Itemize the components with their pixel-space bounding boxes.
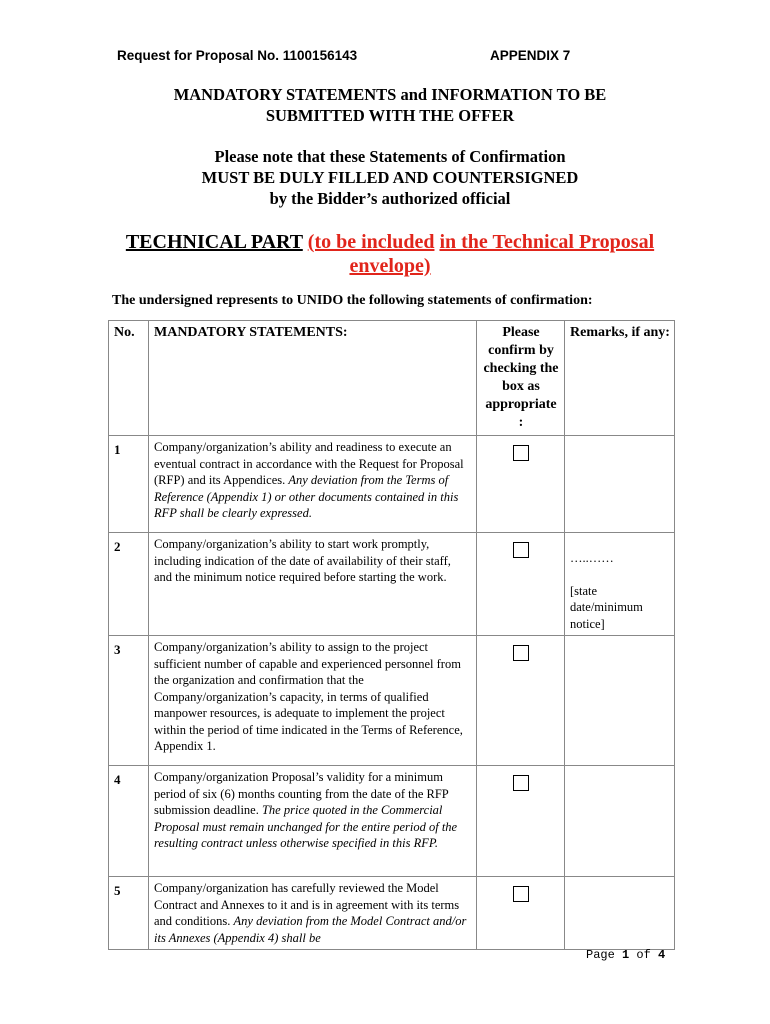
statement-italic: Any deviation from the Model Contract and/or its Annexes (Appendix 4) shall be: [154, 914, 467, 945]
remarks-cell: [565, 436, 675, 533]
row-number: 2: [109, 533, 149, 636]
section-heading: [110, 230, 670, 278]
header-remarks: Remarks, if any:: [565, 321, 675, 436]
table-header-row: [109, 321, 675, 436]
page-number: 1: [622, 948, 630, 962]
confirm-cell: [477, 636, 565, 766]
confirm-cell: [477, 877, 565, 950]
header-statements: MANDATORY STATEMENTS:: [149, 321, 477, 436]
note-line-1: Please note that these Statements of Confirmation: [214, 147, 566, 166]
intro-text: The undersigned represents to UNIDO the following statements of confirmation:: [112, 293, 593, 308]
page-total: 4: [658, 948, 666, 962]
envelope-note-3: envelope): [349, 255, 431, 277]
statement-italic: Any deviation from the Terms of Reference (Appendix 1) or other documents contained in this RFP shall be clearly expressed.: [154, 473, 459, 520]
remarks-cell: [565, 636, 675, 766]
row-number: 3: [109, 636, 149, 766]
table-row: [109, 636, 675, 766]
row-number: 1: [109, 436, 149, 533]
confirm-cell: [477, 766, 565, 877]
header-no: No.: [109, 321, 149, 436]
note-line-3: by the Bidder’s authorized official: [269, 189, 511, 208]
confirm-cell: [477, 436, 565, 533]
remarks-cell: [565, 766, 675, 877]
rfp-number: Request for Proposal No. 1100156143: [117, 48, 358, 63]
title-line-1: MANDATORY STATEMENTS and INFORMATION TO BE: [173, 85, 607, 104]
title-line-2: SUBMITTED WITH THE OFFER: [265, 106, 515, 125]
confirm-checkbox[interactable]: [513, 445, 529, 461]
row-number: 5: [109, 877, 149, 950]
envelope-note-1: (to be included: [307, 231, 435, 253]
header-confirm: Please confirm by checking the box as appropriate :: [477, 321, 565, 436]
confirm-checkbox[interactable]: [513, 645, 529, 661]
page-label: Page: [586, 948, 615, 962]
table-row: [109, 533, 675, 636]
remarks-cell: [565, 877, 675, 950]
document-title: [0, 84, 770, 126]
confirmation-note: [0, 146, 770, 209]
remark-blank: …..……: [570, 551, 614, 565]
table-row: [109, 877, 675, 950]
confirm-checkbox[interactable]: [513, 775, 529, 791]
statement-text: [149, 436, 477, 533]
statements-table: [108, 320, 675, 950]
statement-text: [149, 636, 477, 766]
remarks-cell: [565, 533, 675, 636]
page-footer: [586, 948, 665, 962]
statement-body: Company/organization’s ability and readiness to execute an eventual contract in accordance with the Request for Proposal (RFP) and its Appendices.: [154, 440, 464, 487]
confirm-cell: [477, 533, 565, 636]
envelope-note-2: in the Technical Proposal: [439, 231, 655, 253]
statement-body: Company/organization Proposal’s validity for a minimum period of six (6) months counting from the date of the RFP submission deadline.: [154, 770, 449, 817]
remark-hint: [state date/minimum notice]: [570, 583, 643, 631]
appendix-label: APPENDIX 7: [490, 48, 571, 63]
confirm-checkbox[interactable]: [513, 886, 529, 902]
statement-text: [149, 766, 477, 877]
row-number: 4: [109, 766, 149, 877]
statement-italic: The price quoted in the Commercial Proposal must remain unchanged for the entire period of the resulting contract unless otherwise specified in this RFP.: [154, 803, 458, 850]
statement-text: [149, 877, 477, 950]
statement-text: [149, 533, 477, 636]
confirm-checkbox[interactable]: [513, 542, 529, 558]
statement-body: Company/organization’s ability to assign to the project sufficient number of capable and experienced personnel from the organization and confirmation that the Company/organization’s capacity, in terms of qualified manpower resources, is adequate to implement the project within the period of time indicated in the Terms of Reference, Appendix 1.: [154, 640, 463, 753]
statement-body: Company/organization has carefully reviewed the Model Contract and Annexes to it and is in agreement with its terms and conditions.: [154, 881, 460, 928]
statement-body: Company/organization’s ability to start work promptly, including indication of the date of availability of their staff, and the minimum notice required before starting the work.: [154, 537, 451, 584]
table-row: [109, 436, 675, 533]
of-label: of: [636, 948, 651, 962]
note-line-2: MUST BE DULY FILLED AND COUNTERSIGNED: [201, 168, 579, 187]
technical-part-label: TECHNICAL PART: [125, 231, 303, 253]
table-row: [109, 766, 675, 877]
